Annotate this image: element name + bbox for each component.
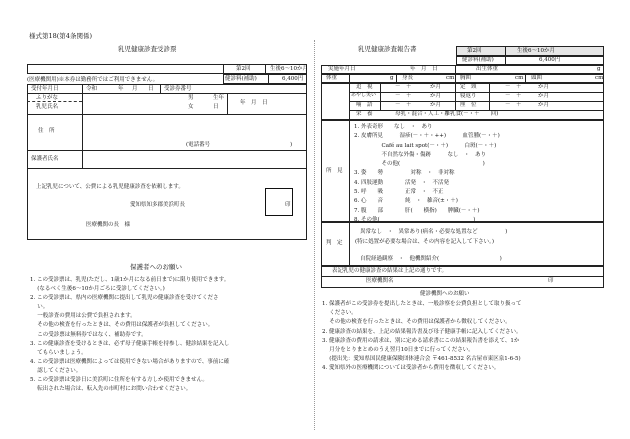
check-label: 座 位 xyxy=(460,102,477,108)
check-value[interactable]: － ＋ xyxy=(505,102,522,108)
check-value[interactable]: － ＋ xyxy=(395,93,412,99)
check-unit: か月 xyxy=(538,102,550,108)
sex-male[interactable]: 男 xyxy=(188,95,194,101)
birth-day-label: 日 xyxy=(213,104,219,110)
notice-line: 認してください。 xyxy=(30,367,82,374)
check-unit: か月 xyxy=(538,84,550,90)
fold-line xyxy=(314,40,315,430)
right-fee-value: 6,400円 xyxy=(539,57,561,63)
right-age-range: 生後6〜10か月 xyxy=(517,48,555,54)
notice-line: 5. この受診票は受診日に美浜町に住所を有する方しか使用できません。 xyxy=(30,377,208,384)
check-label: 寝返り xyxy=(460,93,477,99)
check-unit: か月 xyxy=(430,84,442,90)
notice-line: 転出された場合は、転入先の市町村にお問い合わせください。 xyxy=(30,386,192,393)
finding-item[interactable]: 3. 姿 勢 対称 ・ 非対称 xyxy=(354,170,455,177)
height-unit: cm xyxy=(446,75,455,81)
chest-label: 胸囲 xyxy=(460,75,472,81)
notice-line: (提出先：愛知県国民健康保険団体連合会 〒461-8532 名古屋市東区泉1-6-5) xyxy=(322,356,521,363)
notice-line: てもらいましょう。 xyxy=(30,349,87,356)
notice-line: い。 xyxy=(30,304,49,311)
birth-date: 年 月 日 xyxy=(240,100,268,106)
notice-line: 2. この受診票は、県内の医療機関に提出して乳児の健康診査を受けてくださ xyxy=(30,295,219,302)
left-form xyxy=(27,84,307,240)
check-label: 喃 語 xyxy=(356,102,373,108)
judgment-line[interactable]: 異常なし ・ 異常あり(病名・必要な処置など ) xyxy=(360,229,508,235)
notice-line: 1. この受診票は、乳児(ただし、1歳1か月になる前日まで)に限り使用できます。 xyxy=(30,277,230,283)
check-value[interactable]: － ＋ xyxy=(505,93,522,99)
birth-weight-unit: g xyxy=(597,66,601,72)
notice-line: 4. この受診票は医療機関によっては使用できない場合がありますので、事前に確 xyxy=(30,358,230,365)
check-value[interactable]: － ＋ xyxy=(505,84,522,90)
infant-name-label: 乳児氏名 xyxy=(36,104,59,110)
chest-unit: cm xyxy=(515,75,524,81)
notice-line: 1. 保護者がこの受診券を提出したときは、一般診察を公費負担として取り扱って xyxy=(322,301,522,307)
issuer-seal: 印 xyxy=(285,202,291,208)
notice-line: (なるべく生後6〜10か月ごろに受診してください。) xyxy=(30,286,165,293)
finding-item[interactable]: 8. その他( ) xyxy=(354,216,476,223)
head-unit: cm xyxy=(595,75,604,81)
finding-item[interactable]: 6. 心 音 純 ・ 雑音(±・＋) xyxy=(354,198,458,205)
clinic-notices xyxy=(322,300,522,374)
right-round: 第2回 xyxy=(467,48,482,54)
head-label: 頭囲 xyxy=(531,75,543,81)
finding-item[interactable]: 不自然な外傷・傷跡 なし ・ あり xyxy=(354,151,487,158)
notice-line: 3. この健康診査を受けるときは、必ず母子健康手帳を持参し、健診結果を記入し xyxy=(30,340,230,347)
clinic-seal: 印 xyxy=(548,278,554,284)
height-label: 身長 xyxy=(402,75,414,81)
birth-label: 生年 xyxy=(213,95,225,101)
notice-line: 一般診査の費用は公費で負担されます。 xyxy=(30,313,136,320)
left-fee-value: 6,400円 xyxy=(282,76,304,82)
check-unit: か月 xyxy=(538,93,550,99)
nutrition-label: 栄 養 xyxy=(356,111,373,117)
address-label: 住 所 xyxy=(38,128,55,134)
check-unit: か月 xyxy=(430,93,442,99)
notice-line: 2. 健康診査の結果を、上記の結果報告書及び母子健康手帳に記入してください。 xyxy=(322,328,522,335)
finding-item[interactable]: 2. 皮膚所見 湿疹(－・＋・++) 血管腫(－・＋) xyxy=(354,133,500,140)
check-unit: か月 xyxy=(430,102,442,108)
birth-weight-label: 出生体重 xyxy=(476,66,499,72)
nutrition-value[interactable]: 母乳・混合・人工・離乳食(－・＋ 回) xyxy=(395,111,499,117)
day-unit: 日 xyxy=(148,86,154,92)
judgment-line[interactable]: 自院経過観察 ・ 他機関紹介( ) xyxy=(360,256,502,262)
clinic-head: 医療機関の長 様 xyxy=(86,222,131,228)
request-text: 上記乳児について、公費による乳児健康診査を依頼します。 xyxy=(36,184,184,190)
guardian-notice-title: 保護者へのお願い xyxy=(130,263,182,271)
check-label: 定 頸 xyxy=(460,84,477,90)
left-fee-label: 健診料(補助) xyxy=(225,76,257,82)
check-value[interactable]: － ＋ xyxy=(395,84,412,90)
check-value[interactable]: － ＋ xyxy=(395,102,412,108)
finding-item[interactable]: Café au lait spot(－・＋) 白斑(－・＋) xyxy=(354,142,497,149)
month-unit: 月 xyxy=(132,86,138,92)
notice-line: 月分をとりまとめのうえ翌月10日までに行ってください。 xyxy=(322,347,474,354)
exam-date-row xyxy=(321,65,604,74)
left-age-range: 生後6〜10か月 xyxy=(270,66,308,72)
finding-item[interactable]: 4. 四肢運動 活発 ・ 不活発 xyxy=(354,179,449,186)
reception-date-label: 受付年月日 xyxy=(31,86,59,92)
exam-date: 年 月 日 xyxy=(410,66,438,72)
phone-label: (電話番号 xyxy=(186,142,211,148)
finding-item[interactable]: その他( ) xyxy=(354,161,485,168)
sex-female[interactable]: 女 xyxy=(188,104,194,110)
weight-label: 体重 xyxy=(326,75,338,81)
judgment-label: 判 定 xyxy=(326,240,343,246)
check-label: あやし笑い xyxy=(351,92,377,98)
ticket-no-label: 受診券番号 xyxy=(164,86,192,92)
guardian-label: 保護者氏名 xyxy=(31,156,59,162)
guardian-notices xyxy=(30,276,230,394)
usage-note: (医療機関用)※本券は勤務所ではご利用できません。 xyxy=(27,77,159,83)
weight-unit: g xyxy=(390,75,394,81)
finding-item[interactable]: 1. 外表奇形 なし ・ あり xyxy=(354,124,433,130)
furigana-label: ふりがな xyxy=(36,95,59,101)
report-text: 表記乳児の健康診査の結果は上記の通りです。 xyxy=(332,268,448,274)
check-label: 追 視 xyxy=(356,84,373,90)
notice-line: ください。 xyxy=(322,310,357,317)
notice-line: この受診票は無料券ではなく、補助券です。 xyxy=(30,331,147,338)
right-fee-label: 健診料(補助) xyxy=(462,57,494,63)
era: 令和 xyxy=(86,86,98,92)
judgment-line: (特に処置が必要な場合は、その内容を記入して下さい。) xyxy=(355,239,495,245)
right-title: 乳児健康診査報告書 xyxy=(358,45,417,53)
finding-item[interactable]: 5. 呼 吸 正常 ・ 不正 xyxy=(354,189,444,196)
notice-line: その他の検査を行ったときは、その費用は保護者から徴収してください。 xyxy=(322,319,511,326)
notice-line: 3. 健康診査の費用の請求は、別に定める請求書にこの結果報告書を添えて、1か xyxy=(322,337,520,344)
exam-date-label: 実施年月日 xyxy=(328,66,356,72)
left-title: 乳児健康診査受診票 xyxy=(118,45,177,53)
phone-close: ) xyxy=(290,142,293,148)
year-unit: 年 xyxy=(118,86,124,92)
left-round: 第2回 xyxy=(236,66,251,72)
clinic-name-label: 医療機関名 xyxy=(366,278,394,284)
form-number: 様式第18(第4条関係) xyxy=(29,32,92,40)
issuer: 愛知県知多郡美浜町長 xyxy=(130,202,186,208)
findings-list xyxy=(354,124,500,226)
clinic-notice-title: 健診機関へのお願い xyxy=(420,291,470,297)
notice-line: 4. 愛知県外の医療機関については受診者から費用を徴収してください。 xyxy=(322,365,500,372)
findings-label: 所 見 xyxy=(326,168,343,174)
notice-line: その他の検査を行ったときは、その費用は保護者が負担してください。 xyxy=(30,322,214,329)
finding-item[interactable]: 7. 腹 部 肝( 横指) 脾臓(－・＋) xyxy=(354,207,480,214)
